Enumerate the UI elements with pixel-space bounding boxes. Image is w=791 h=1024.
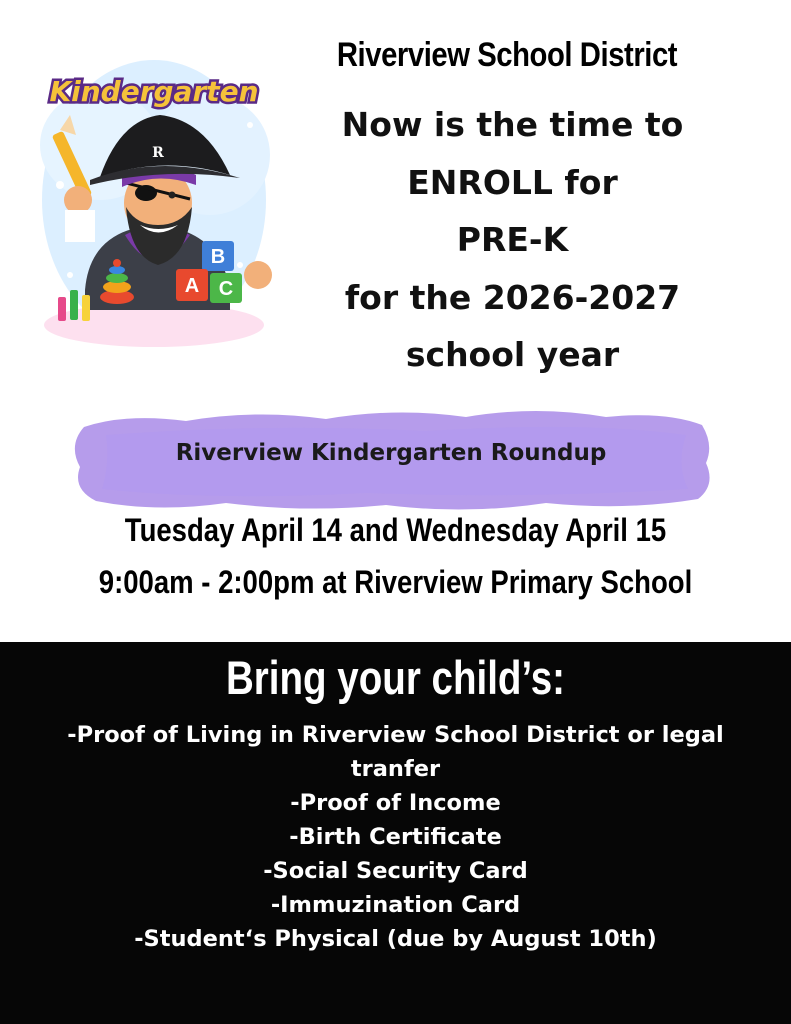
event-time-location: 9:00am - 2:00pm at Riverview Primary School (98, 564, 693, 600)
kindergarten-label: Kindergarten (49, 75, 259, 108)
list-item: -Immuzination Card (270, 892, 521, 918)
headline-line-2: ENROLL for (407, 162, 618, 202)
enrollment-headline (290, 96, 735, 384)
block-letter-a: A (184, 275, 200, 297)
pirate-kindergarten-illustration (30, 35, 278, 355)
list-item: -Proof of Living in Riverview School District or legal tranfer (67, 722, 724, 782)
list-item: -Social Security Card (263, 858, 528, 884)
headline-line-4: for the 2026-2027 (344, 277, 681, 317)
event-dates: Tuesday April 14 and Wednesday April 15 (124, 512, 667, 548)
district-name: Riverview School District (336, 36, 678, 74)
headline-line-3: PRE-K (456, 220, 569, 259)
event-schedule (0, 508, 791, 604)
requirements-heading: Bring your child’s: (225, 651, 566, 704)
hat-letter: R (152, 145, 164, 161)
list-item: -Proof of Income (290, 790, 501, 816)
block-letter-c: C (218, 278, 234, 300)
list-item: -Birth Certificate (289, 824, 502, 850)
requirements-list (40, 718, 751, 956)
headline-line-5: school year (405, 335, 620, 374)
list-item: -Student‘s Physical (due by August 10th) (134, 926, 657, 952)
block-letter-b: B (210, 246, 226, 268)
headline-line-1: Now is the time to (341, 105, 684, 144)
event-name: Riverview Kindergarten Roundup (175, 440, 607, 466)
